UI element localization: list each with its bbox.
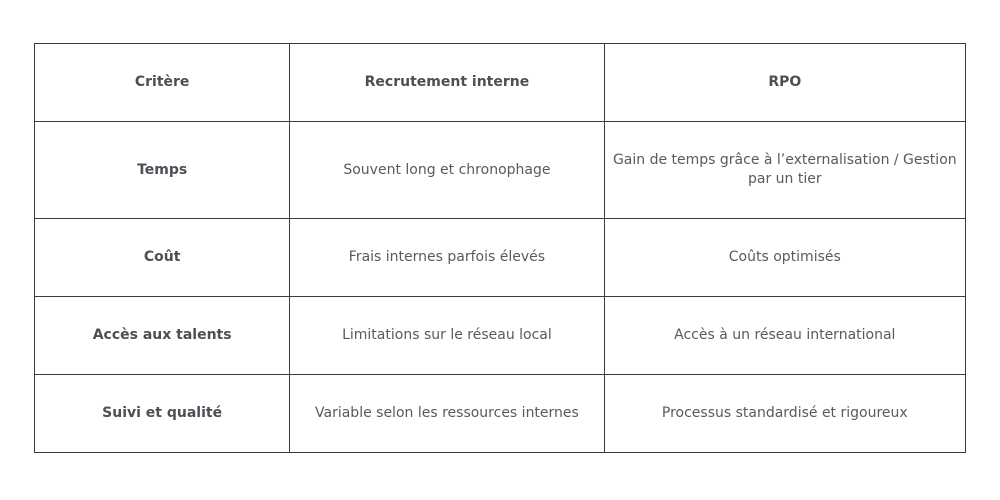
row-criterion: Coût [35,219,290,297]
table-row [35,375,966,453]
table-row [35,122,966,219]
table-row [35,219,966,297]
row-internal-value: Frais internes parfois élevés [290,219,604,297]
row-rpo-value: Gain de temps grâce à l’externalisation / Gestion par un tier [604,122,965,219]
row-internal-value: Souvent long et chronophage [290,122,604,219]
comparison-table [34,43,966,453]
row-internal-value: Limitations sur le réseau local [290,297,604,375]
row-criterion: Temps [35,122,290,219]
row-rpo-value: Processus standardisé et rigoureux [604,375,965,453]
header-internal-recruitment: Recrutement interne [290,44,604,122]
table-row [35,297,966,375]
row-internal-value: Variable selon les ressources internes [290,375,604,453]
table-header-row [35,44,966,122]
row-criterion: Accès aux talents [35,297,290,375]
row-criterion: Suivi et qualité [35,375,290,453]
row-rpo-value: Accès à un réseau international [604,297,965,375]
header-rpo: RPO [604,44,965,122]
row-rpo-value: Coûts optimisés [604,219,965,297]
header-criterion: Critère [35,44,290,122]
